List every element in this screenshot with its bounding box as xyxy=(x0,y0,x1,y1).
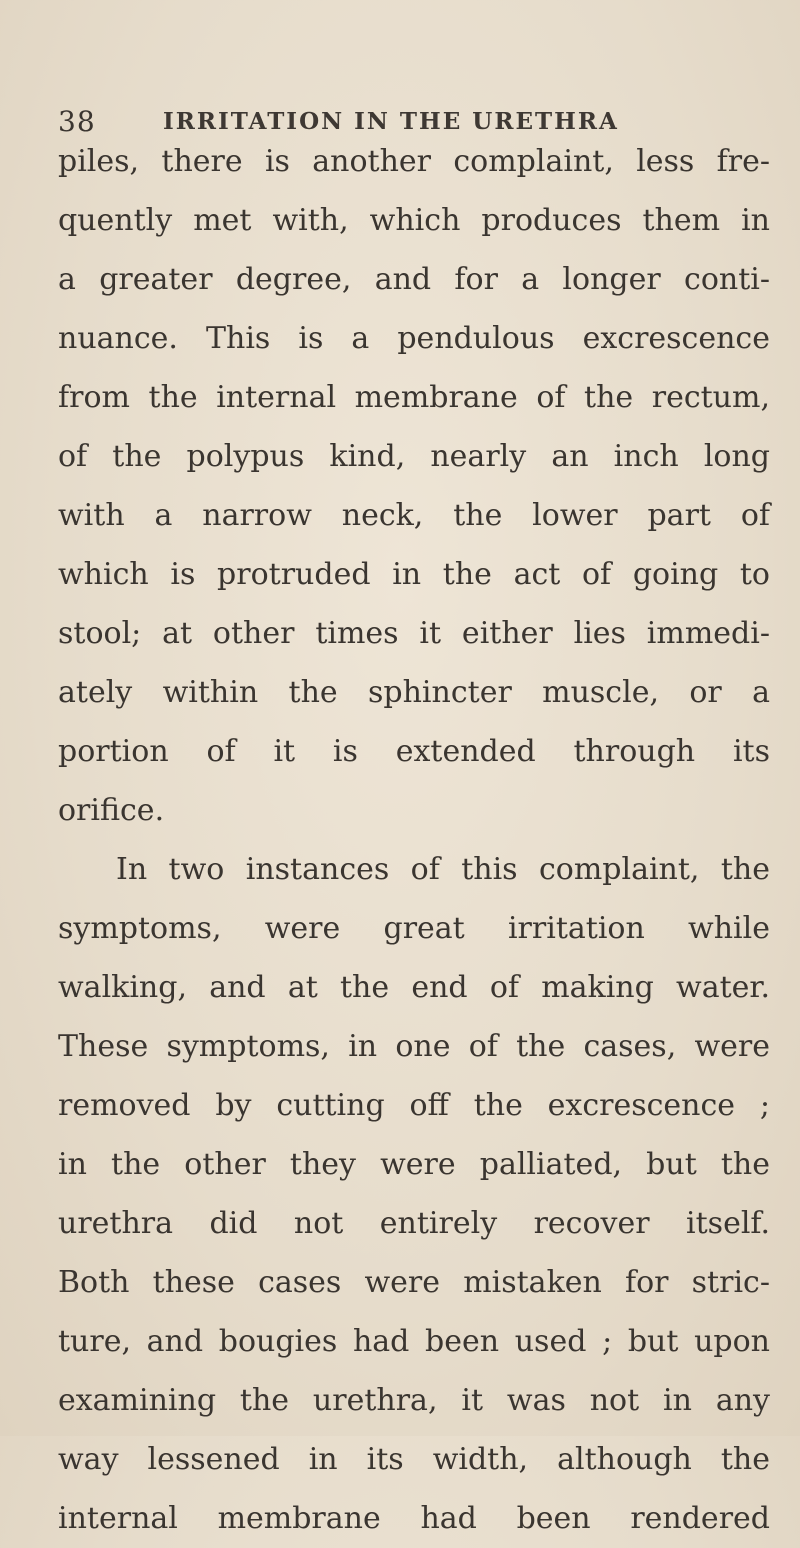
text-line: urethra did not entirely recover itself. xyxy=(58,1206,770,1241)
text-line: These symptoms, in one of the cases, were xyxy=(58,1029,770,1064)
text-line: ately within the sphincter muscle, or a xyxy=(58,675,770,710)
text-line: piles, there is another complaint, less fre- xyxy=(58,144,770,179)
text-line: way lessened in its width, although the xyxy=(58,1442,770,1477)
text-line: stool; at other times it either lies immedi- xyxy=(58,616,770,651)
text-line: which is protruded in the act of going to xyxy=(58,557,770,592)
running-head: IRRITATION IN THE URETHRA xyxy=(163,108,619,135)
text-line: ture, and bougies had been used ; but upon xyxy=(58,1324,770,1359)
text-line: symptoms, were great irritation while xyxy=(58,911,770,946)
text-line: in the other they were palliated, but the xyxy=(58,1147,770,1182)
text-line: Both these cases were mistaken for stric- xyxy=(58,1265,770,1300)
text-line: removed by cutting off the excrescence ; xyxy=(58,1088,770,1123)
text-line: examining the urethra, it was not in any xyxy=(58,1383,770,1418)
text-line: from the internal membrane of the rectum, xyxy=(58,380,770,415)
text-line: walking, and at the end of making water. xyxy=(58,970,770,1005)
text-line: orifice. xyxy=(58,793,165,828)
text-line: quently met with, which produces them in xyxy=(58,203,770,238)
text-line: nuance. This is a pendulous excrescence xyxy=(58,321,770,356)
text-line: internal membrane had been rendered xyxy=(58,1501,770,1536)
text-line: portion of it is extended through its xyxy=(58,734,770,769)
text-line: a greater degree, and for a longer conti- xyxy=(58,262,770,297)
body-text xyxy=(58,132,770,1548)
text-line: In two instances of this complaint, the xyxy=(116,852,770,887)
text-line: of the polypus kind, nearly an inch long xyxy=(58,439,770,474)
page-number: 38 xyxy=(58,105,96,138)
text-line: with a narrow neck, the lower part of xyxy=(58,498,770,533)
